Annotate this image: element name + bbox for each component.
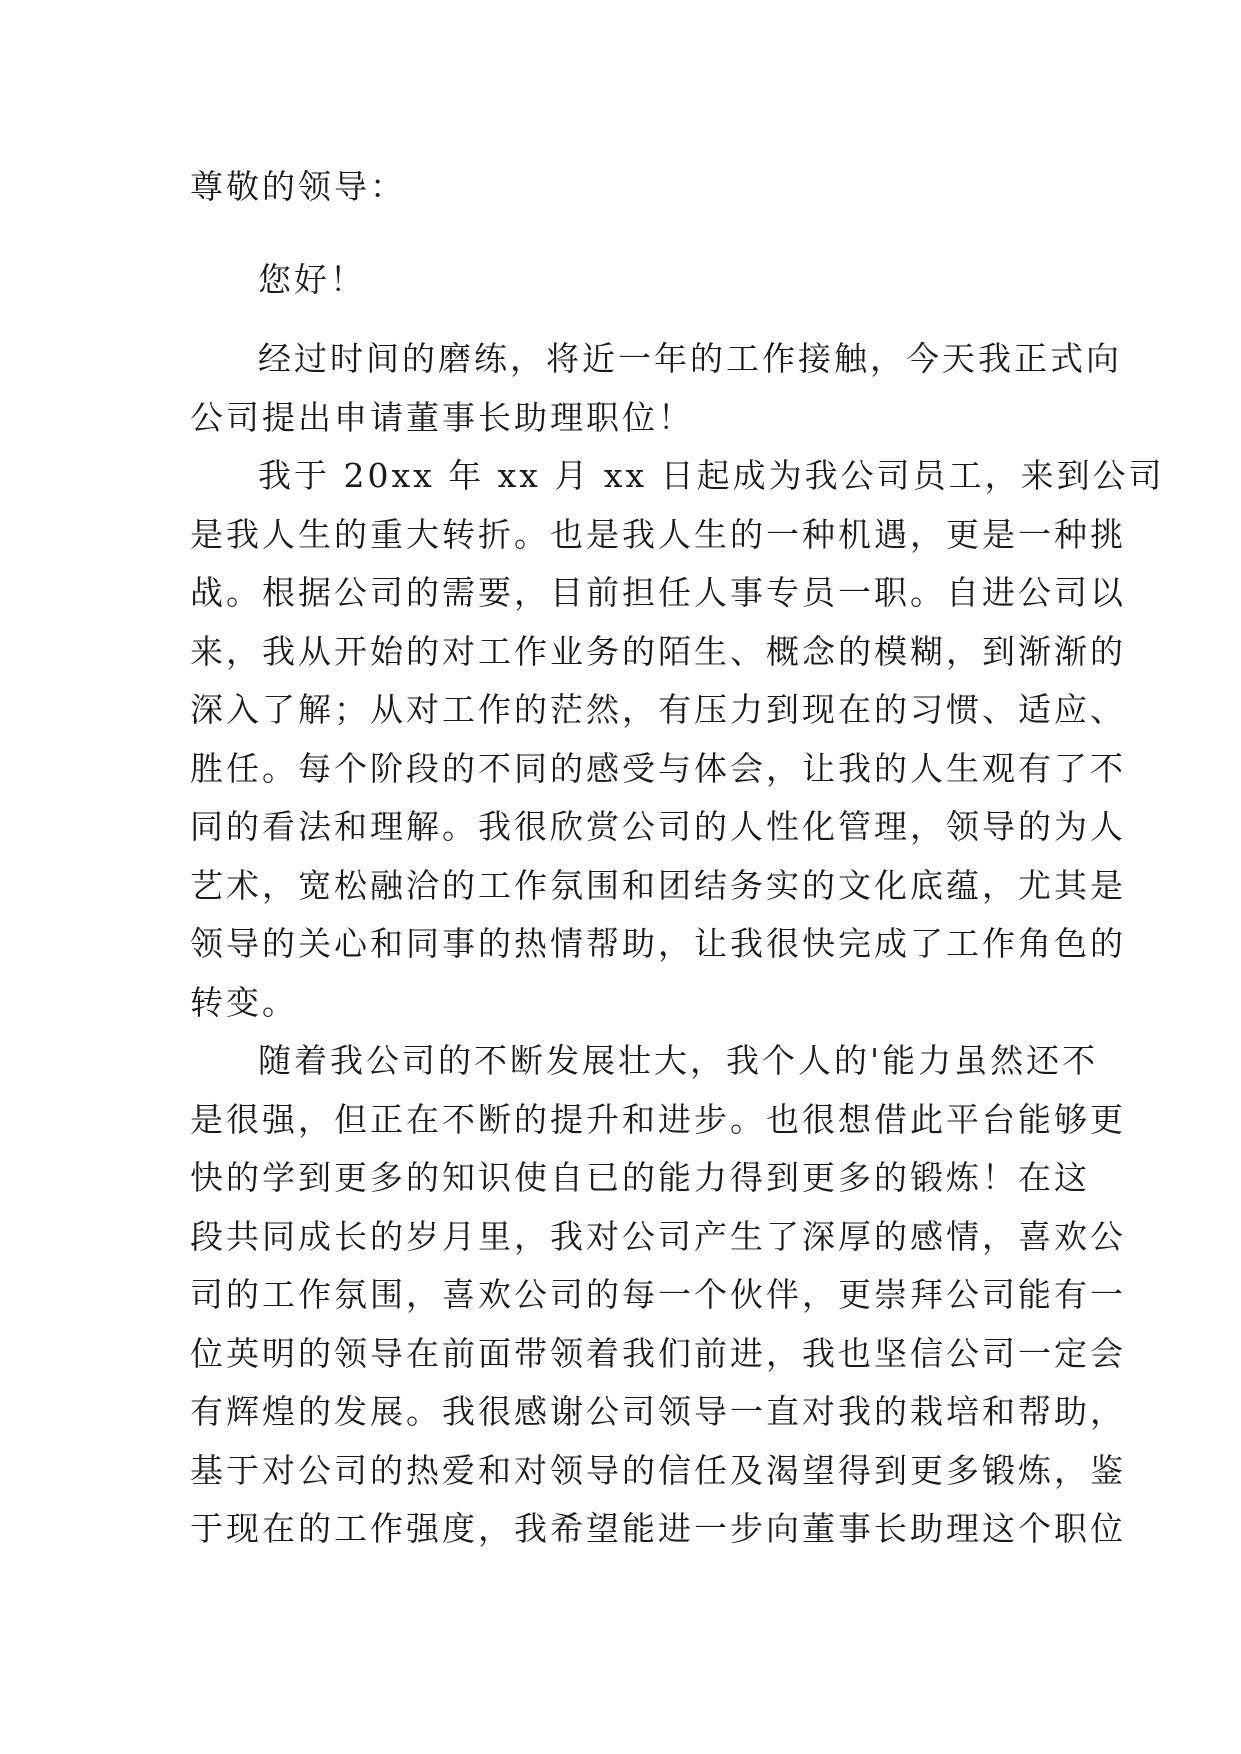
paragraph-line: 随着我公司的不断发展壮大，我个人的'能力虽然还不 — [258, 1041, 1099, 1080]
paragraph-line: 是我人生的重大转折。也是我人生的一种机遇，更是一种挑 — [190, 514, 1126, 554]
paragraph-line: 我于 20xx 年 xx 月 xx 日起成为我公司员工，来到公司 — [258, 456, 1165, 495]
paragraph-line: 段共同成长的岁月里，我对公司产生了深厚的感情，喜欢公 — [190, 1216, 1126, 1256]
paragraph-line: 经过时间的磨练，将近一年的工作接触，今天我正式向 — [258, 339, 1122, 378]
paragraph-line: 于现在的工作强度，我希望能进一步向董事长助理这个职位 — [190, 1509, 1126, 1548]
paragraph-line: 领导的关心和同事的热情帮助，让我很快完成了工作角色的 — [190, 924, 1126, 963]
paragraph-line: 基于对公司的热爱和对领导的信任及渴望得到更多锻炼，鉴 — [190, 1450, 1126, 1490]
paragraph-line: 有辉煌的发展。我很感谢公司领导一直对我的栽培和帮助， — [190, 1392, 1126, 1431]
paragraph-line: 战。根据公司的需要，目前担任人事专员一职。自进公司以 — [190, 573, 1126, 612]
greeting — [190, 251, 1070, 310]
paragraph-line: 艺术，宽松融洽的工作氛围和团结务实的文化底蕴，尤其是 — [190, 865, 1126, 905]
letter-body — [190, 330, 1165, 1559]
paragraph-line: 公司提出申请董事长助理职位！ — [190, 397, 694, 437]
paragraph-1 — [190, 330, 1122, 447]
paragraph-line: 胜任。每个阶段的不同的感受与体会，让我的人生观有了不 — [190, 748, 1126, 788]
paragraph-3 — [190, 1032, 1126, 1559]
paragraph-line: 司的工作氛围，喜欢公司的每一个伙伴，更崇拜公司能有一 — [190, 1275, 1126, 1314]
paragraph-line: 来，我从开始的对工作业务的陌生、概念的模糊，到渐渐的 — [190, 631, 1126, 671]
salutation-text: 尊敬的领导： — [190, 167, 406, 206]
paragraph-2 — [190, 447, 1165, 1032]
paragraph-line: 转变。 — [190, 982, 298, 1022]
paragraph-line: 快的学到更多的知识使自已的能力得到更多的锻炼！在这 — [190, 1158, 1090, 1197]
paragraph-line: 位英明的领导在前面带领着我们前进，我也坚信公司一定会 — [190, 1333, 1126, 1373]
salutation — [190, 158, 1070, 217]
paragraph-line: 同的看法和理解。我很欣赏公司的人性化管理，领导的为人 — [190, 807, 1126, 846]
greeting-text: 您好！ — [258, 260, 366, 299]
paragraph-line: 是很强，但正在不断的提升和进步。也很想借此平台能够更 — [190, 1099, 1126, 1139]
paragraph-line: 深入了解；从对工作的茫然，有压力到现在的习惯、适应、 — [190, 690, 1126, 729]
